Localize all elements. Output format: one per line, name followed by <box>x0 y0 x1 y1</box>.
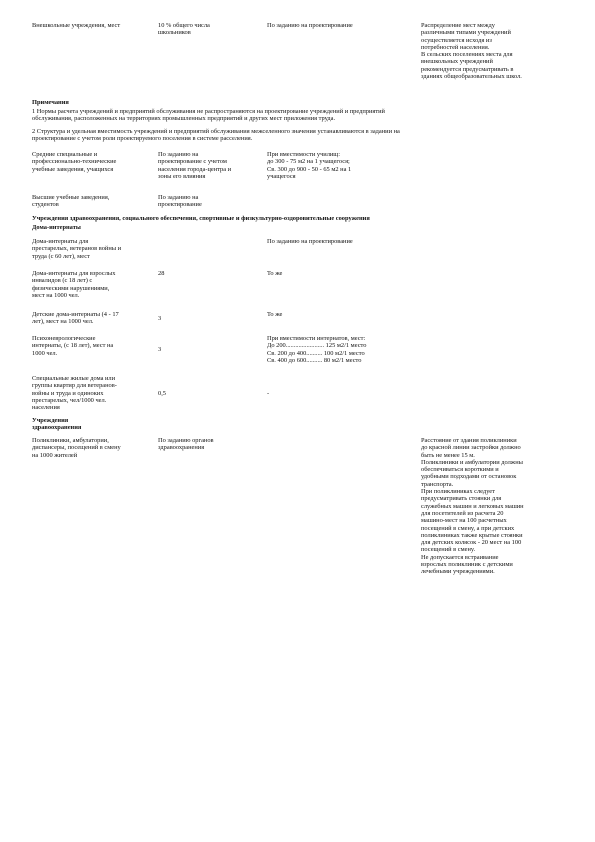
row-special-housing-area: - <box>267 390 270 397</box>
section-healthcare-social-sport: Учреждения здравоохранения, социального обеспечения, спортивные и физкультурно-оздоровительные сооружения <box>32 215 370 222</box>
section-healthcare: Учреждения здравоохранения <box>32 417 82 432</box>
row-vocational-name: Средние специальные и профессионально-технические учебные заведения, учащихся <box>32 151 117 173</box>
note-1: 1 Нормы расчета учреждений и предприятий обслуживания не распространяются на проектирование учреждений и предприятий обслуживания, расположенных на территориях промышленных предприятий и других мест приложения труда. <box>32 108 385 123</box>
row-psychoneuro-norm: 3 <box>158 346 162 353</box>
row-vocational-norm: По заданию на проектирование с учетом населения города-центра и зоны его влияния <box>158 151 232 180</box>
row-extracurricular-norm: 10 % общего числа школьников <box>158 22 210 37</box>
row-children-homes-name: Детские дома-интернаты (4 - 17 лет), мест на 1000 чел. <box>32 311 119 326</box>
row-higher-education-name: Высшие учебные заведения, студентов <box>32 194 110 209</box>
row-disabled-adults-name: Дома-интернаты для взрослых инвалидов (с 18 лет) с физическими нарушениями, мест на 1000 чел. <box>32 270 116 299</box>
row-vocational-area: При вместимости училищ: до 300 - 75 м2 на 1 учащегося; Св. 300 до 900 - 50 - 65 м2 на 1 учащегося <box>267 151 352 180</box>
row-extracurricular-notes: Распределение мест между различными типами учреждений осуществляется исходя из потребностей населения. В сельских поселениях места для внешкольных учреждений рекомендуется предусматривать в зданиях общеобразовательных школ. <box>421 22 522 81</box>
row-children-homes-area: То же <box>267 311 283 318</box>
row-extracurricular-area: По заданию на проектирование <box>267 22 353 29</box>
row-psychoneuro-area: При вместимости интернатов, мест: До 200........................ 125 м2/1 место Св. 200 до 400.......... 100 м2/1 место Св. 400 до 600.......... 80 м2/1 место <box>267 335 367 364</box>
note-2: 2 Структура и удельная вместимость учреждений и предприятий обслуживания межселенного значения устанавливаются в задании на проектирование с учетом роли проектируемого поселения в системе расселения. <box>32 128 400 143</box>
row-polyclinics-name: Поликлиники, амбулатории, диспансеры, посещений в смену на 1000 жителей <box>32 437 121 459</box>
row-special-housing-norm: 0,5 <box>158 390 166 397</box>
row-polyclinics-notes: Расстояние от здания поликлиники до красной линии застройки должно быть не менее 15 м. Поликлиники и амбулатории должны обеспечиваться короткими и удобными подходами от остановок транспорта. При поликлиниках следует предусматривать стоянки для служебных машин и легковых машин для посетителей из расчета 20 машино-мест на 100 расчетных посещений в смену, а при детских поликлиниках также крытые стоянки для детских колясок - 20 мест на 100 посещений в смену. Не допускается встраивание взрослых поликлиник с детскими лечебными учреждениями. <box>421 437 524 576</box>
row-extracurricular-name: Внешкольные учреждения, мест <box>32 22 121 29</box>
row-special-housing-name: Специальные жилые дома или группы квартир для ветеранов- войны и труда и одиноких престарелых, чел/1000 чел. населения <box>32 375 117 412</box>
row-psychoneuro-name: Психоневрологические интернаты, (с 18 лет), мест на 1000 чел. <box>32 335 114 357</box>
row-elderly-homes-name: Дома-интернаты для престарелых, ветеранов войны и труда (с 60 лет), мест <box>32 238 122 260</box>
row-higher-education-norm: По заданию на проектирование <box>158 194 202 209</box>
section-boarding-houses: Дома-интернаты <box>32 224 81 231</box>
row-polyclinics-norm: По заданию органов здравоохранения <box>158 437 214 452</box>
row-disabled-adults-area: То же <box>267 270 283 277</box>
row-children-homes-norm: 3 <box>158 315 162 322</box>
notes-title: Примечания <box>32 99 69 106</box>
row-elderly-homes-area: По заданию на проектирование <box>267 238 353 245</box>
row-disabled-adults-norm: 28 <box>158 270 165 277</box>
